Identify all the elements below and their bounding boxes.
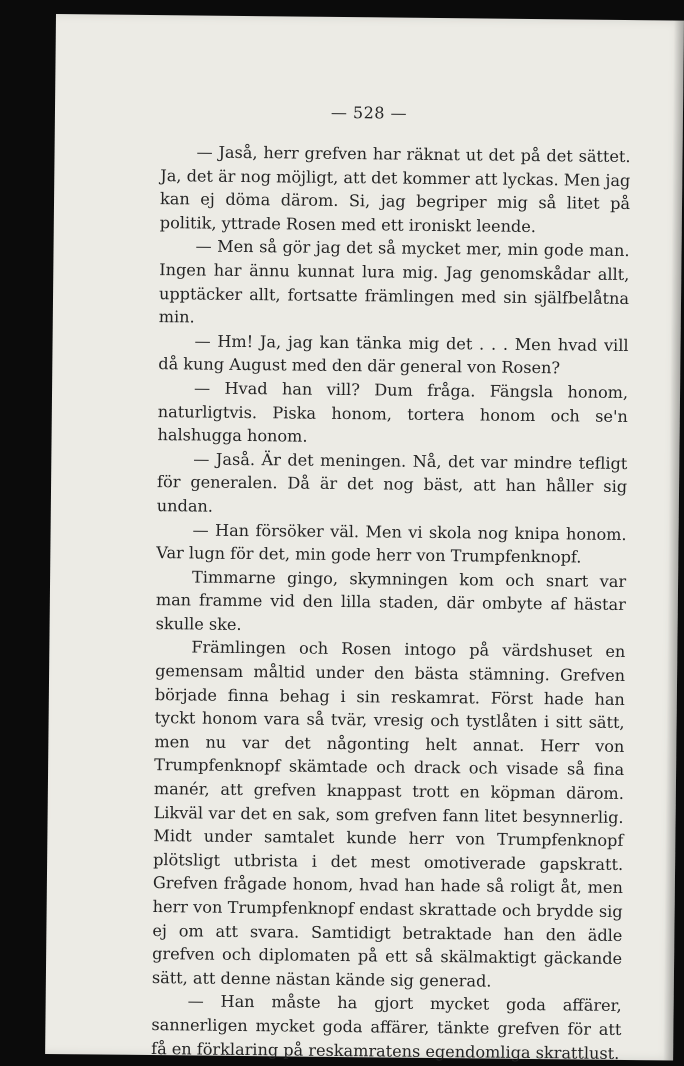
paragraph-9: — Han måste ha gjort mycket goda affärer, sannerligen mycket goda affärer, tänkte grefven för att få en förklaring på reskamratens egendomliga skrattlust. bbox=[151, 991, 622, 1063]
paragraph-8: Främlingen och Rosen intogo på värdshuset en gemensam måltid under den bästa stämning. Grefven började finna behag i sin reskamrat. Först hade han tyckt honom vara så tvär, vresig och tystlåten i sitt sätt, men nu var det någonting helt annat. Herr von Trumpfenknopf skämtade och drack och visade så fina manér, att grefven knappast trott en köpman därom. Likväl var det en sak, som grefven fann litet besynnerlig. Midt under samtalet kunde herr von Trumpfenknopf plötsligt utbrista i det mest omotiverade gapskratt. Grefven frågade honom, hvad han hade så roligt åt, men herr von Trumpfenknopf endast skrattade och brydde sig ej om att svara. Samtidigt betraktade han den ädle grefven och diplomaten på ett så skälmaktigt gäckande sätt, att denne nästan kände sig generad. bbox=[151, 637, 626, 991]
paragraph-4: — Hvad han vill? Dum fråga. Fängsla honom, naturligtvis. Piska honom, tortera honom och se'n halshugga honom. bbox=[157, 378, 629, 446]
paragraph-3: — Hm! Ja, jag kan tänka mig det . . . Men hvad vill då kung August med den där general von Rosen? bbox=[158, 331, 629, 378]
page-edge-shadow bbox=[663, 20, 684, 1060]
paragraph-6: — Han försöker väl. Men vi skola nog knipa honom. Var lugn för det, min gode herr von Trumpfenknopf. bbox=[156, 519, 627, 567]
paragraph-2: — Men så gör jag det så mycket mer, min gode man. Ingen har ännu kunnat lura mig. Jag genomskådar allt, upptäcker allt, fortsatte främlingen med sin själfbelåtna min. bbox=[158, 236, 630, 327]
paragraph-5: — Jaså. Är det meningen. Nå, det var mindre tefligt för generalen. Då är det nog bäst, att han håller sig undan. bbox=[156, 449, 628, 516]
body-text bbox=[151, 140, 631, 1065]
paragraph-1: — Jaså, herr grefven har räknat ut det på det sättet. Ja, det är nog möjligt, att det kommer att lyckas. Men jag kan ej döma därom. Si, jag begriper mig så litet på politik, yttrade Rosen med ett ironiskt leende. bbox=[159, 142, 631, 236]
page-number: — 528 — bbox=[330, 102, 408, 123]
paragraph-7: Timmarne gingo, skymningen kom och snart var man framme vid den lilla staden, där ombyte af hästar skulle ske. bbox=[155, 567, 627, 634]
book-page bbox=[45, 14, 684, 1061]
